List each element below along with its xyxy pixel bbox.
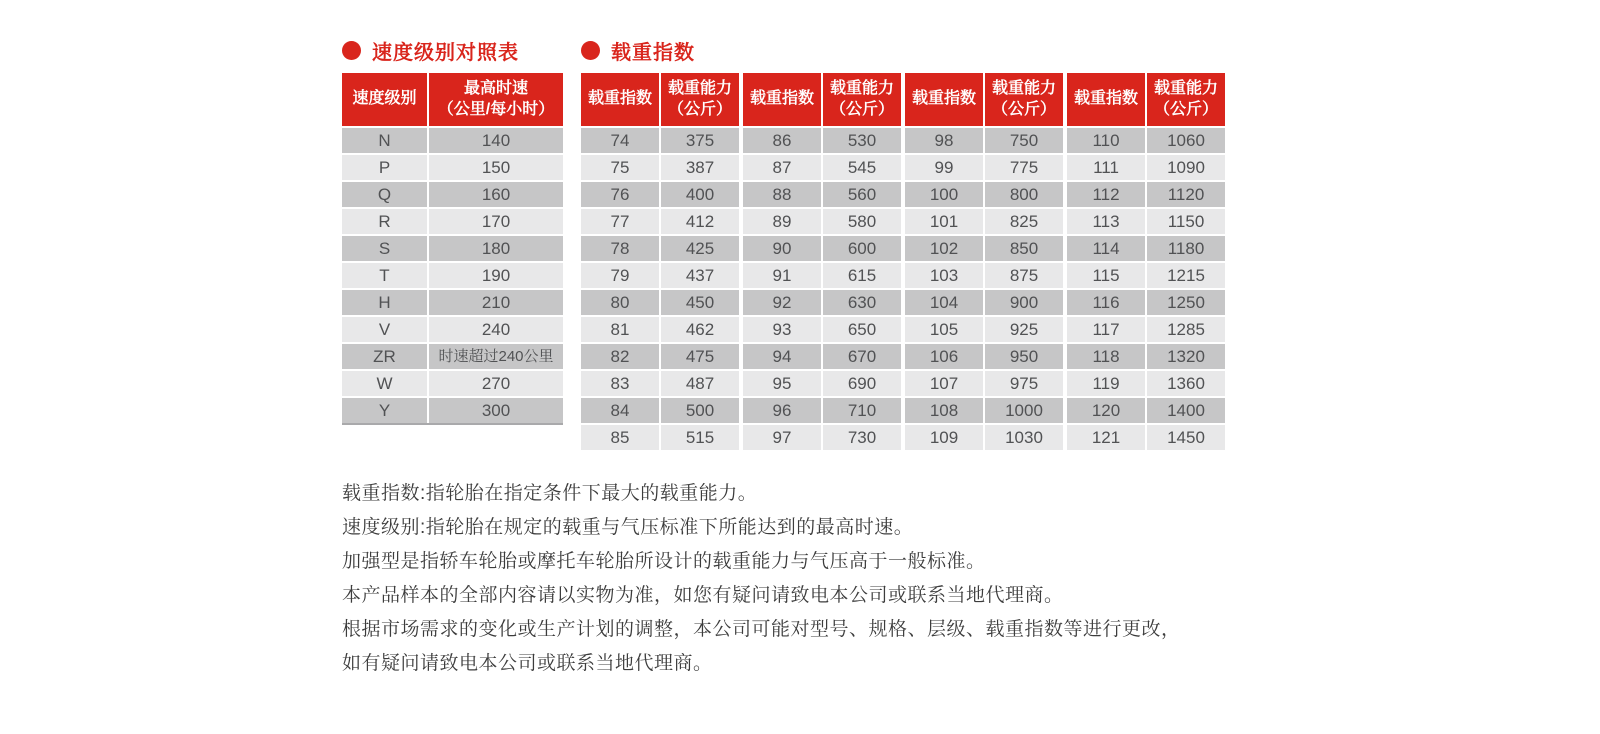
table-row [581,344,739,369]
load-capacity-col-header [661,73,739,126]
table-row [1067,317,1225,342]
table-cell: 1000 [985,398,1063,423]
table-row [1067,263,1225,288]
table-cell: H [342,290,427,315]
table-cell: 97 [743,425,821,450]
table-row [342,128,563,153]
table-cell: 88 [743,182,821,207]
table-cell: 1150 [1147,209,1225,234]
table-cell: 750 [985,128,1063,153]
table-cell: 106 [905,344,983,369]
table-cell: 160 [429,182,563,207]
load-capacity-header-line1: 载重能力 [667,79,732,97]
table-row [581,236,739,261]
table-row [905,236,1063,261]
table-cell: 117 [1067,317,1145,342]
max-speed-header-line2: （公里/每小时） [437,100,555,118]
table-row [743,398,901,423]
table-cell: 545 [823,155,901,180]
table-row [743,290,901,315]
table-cell: 515 [661,425,739,450]
table-row [905,128,1063,153]
table-row [905,371,1063,396]
red-bullet-icon [342,41,361,60]
load-index-col-header: 载重指数 [1067,73,1145,126]
load-section-title-text: 载重指数 [611,42,695,64]
table-cell: S [342,236,427,261]
table-cell: W [342,371,427,396]
load-capacity-header-line2: （公斤） [667,100,732,118]
table-row [581,209,739,234]
table-cell: 560 [823,182,901,207]
table-row [743,236,901,261]
table-cell: ZR [342,344,427,369]
table-cell: 210 [429,290,563,315]
table-row [581,182,739,207]
table-row [1067,398,1225,423]
table-cell: P [342,155,427,180]
table-row [905,182,1063,207]
max-speed-col-header [429,73,563,126]
table-cell: 101 [905,209,983,234]
table-row [905,155,1063,180]
load-index-section [581,40,1225,450]
table-row [743,128,901,153]
table-row [342,236,563,261]
table-cell: 387 [661,155,739,180]
note-line: 如有疑问请致电本公司或联系当地代理商。 [342,653,713,674]
load-index-col-header: 载重指数 [581,73,659,126]
table-row [581,155,739,180]
table-row [581,371,739,396]
load-table-header-row [743,73,901,126]
table-cell: 1180 [1147,236,1225,261]
table-cell: 600 [823,236,901,261]
table-row [342,209,563,234]
note-line: 速度级别:指轮胎在规定的载重与气压标准下所能达到的最高时速。 [342,517,914,538]
speed-rating-col-header: 速度级别 [342,73,427,126]
table-cell: 79 [581,263,659,288]
table-row [342,155,563,180]
load-index-subtable [905,73,1063,450]
load-index-subtable [743,73,901,450]
load-table-header-row [581,73,739,126]
table-cell: 121 [1067,425,1145,450]
table-cell: 113 [1067,209,1145,234]
table-row [342,290,563,315]
table-cell: 500 [661,398,739,423]
table-cell: R [342,209,427,234]
table-cell: 140 [429,128,563,153]
speed-section-title-text: 速度级别对照表 [372,42,519,64]
load-index-col-header: 载重指数 [905,73,983,126]
table-cell: 103 [905,263,983,288]
table-row [905,290,1063,315]
load-capacity-header-line1: 载重能力 [1153,79,1218,97]
table-cell: 925 [985,317,1063,342]
table-cell: 690 [823,371,901,396]
table-row [1067,155,1225,180]
table-cell: 85 [581,425,659,450]
table-cell: 150 [429,155,563,180]
table-row [1067,182,1225,207]
table-cell: 107 [905,371,983,396]
table-row [1067,425,1225,450]
table-cell: 180 [429,236,563,261]
table-cell: 487 [661,371,739,396]
speed-section-title [342,40,563,64]
table-cell: V [342,317,427,342]
table-cell: 580 [823,209,901,234]
table-cell: 1090 [1147,155,1225,180]
table-row [743,371,901,396]
table-cell: Y [342,398,427,423]
table-cell: 96 [743,398,821,423]
table-cell: 1215 [1147,263,1225,288]
table-cell: 74 [581,128,659,153]
load-capacity-header-line1: 载重能力 [991,79,1056,97]
table-cell: 900 [985,290,1063,315]
table-cell: 105 [905,317,983,342]
table-row [342,371,563,396]
table-cell: 875 [985,263,1063,288]
table-row [905,344,1063,369]
table-cell: 1450 [1147,425,1225,450]
table-cell: 100 [905,182,983,207]
load-index-tables [581,73,1225,450]
table-row [905,317,1063,342]
table-cell: 98 [905,128,983,153]
table-cell: 86 [743,128,821,153]
table-cell: 109 [905,425,983,450]
load-index-subtable [581,73,739,450]
table-row [1067,128,1225,153]
table-cell: 1250 [1147,290,1225,315]
table-cell: 93 [743,317,821,342]
table-row [1067,344,1225,369]
table-cell: 730 [823,425,901,450]
load-table-header-row [1067,73,1225,126]
table-row [1067,371,1225,396]
table-cell: 76 [581,182,659,207]
load-capacity-col-header [1147,73,1225,126]
table-cell: 375 [661,128,739,153]
table-cell: Q [342,182,427,207]
load-index-subtable [1067,73,1225,450]
table-cell: 240 [429,317,563,342]
table-cell: 1030 [985,425,1063,450]
table-row [905,425,1063,450]
table-cell: 80 [581,290,659,315]
load-capacity-header-line2: （公斤） [1153,100,1218,118]
table-cell: 710 [823,398,901,423]
table-cell: 112 [1067,182,1145,207]
table-cell: 82 [581,344,659,369]
table-row [581,425,739,450]
table-cell: 114 [1067,236,1145,261]
table-cell: 775 [985,155,1063,180]
table-row [743,182,901,207]
table-cell: 83 [581,371,659,396]
table-cell: 104 [905,290,983,315]
table-cell: 670 [823,344,901,369]
table-cell: 412 [661,209,739,234]
load-table-body [905,128,1063,450]
table-cell: 850 [985,236,1063,261]
load-index-col-header: 载重指数 [743,73,821,126]
table-cell: 92 [743,290,821,315]
table-cell: 108 [905,398,983,423]
table-cell: 118 [1067,344,1145,369]
load-table-header-row [905,73,1063,126]
table-row [743,344,901,369]
load-section-title [581,40,1225,64]
table-cell: 300 [429,398,563,423]
red-bullet-icon [581,41,600,60]
table-cell: 630 [823,290,901,315]
table-row [743,155,901,180]
table-row [581,263,739,288]
table-row [743,425,901,450]
table-row [342,398,563,423]
table-cell: 94 [743,344,821,369]
table-row [743,209,901,234]
table-cell: 1060 [1147,128,1225,153]
max-speed-header-line1: 最高时速 [463,79,528,97]
table-cell: 425 [661,236,739,261]
load-capacity-header-line1: 载重能力 [829,79,894,97]
table-cell: 1360 [1147,371,1225,396]
speed-table-body [342,128,563,423]
note-line: 载重指数:指轮胎在指定条件下最大的载重能力。 [342,483,758,504]
load-capacity-header-line2: （公斤） [829,100,894,118]
table-cell: 270 [429,371,563,396]
table-cell: T [342,263,427,288]
table-cell: 95 [743,371,821,396]
table-cell: 116 [1067,290,1145,315]
table-cell: 1120 [1147,182,1225,207]
table-row [342,182,563,207]
table-cell: 950 [985,344,1063,369]
table-cell: 110 [1067,128,1145,153]
note-line: 根据市场需求的变化或生产计划的调整，本公司可能对型号、规格、层级、载重指数等进行更改， [342,619,1181,640]
load-capacity-col-header [985,73,1063,126]
table-row [1067,290,1225,315]
table-cell: 91 [743,263,821,288]
table-row [743,263,901,288]
table-row [342,263,563,288]
note-line: 本产品样本的全部内容请以实物为准，如您有疑问请致电本公司或联系当地代理商。 [342,585,1064,606]
load-capacity-header-line2: （公斤） [991,100,1056,118]
table-row [581,317,739,342]
speed-rating-table [342,73,563,425]
table-cell: 77 [581,209,659,234]
table-row [581,398,739,423]
load-capacity-col-header [823,73,901,126]
table-cell: 1320 [1147,344,1225,369]
table-cell: 190 [429,263,563,288]
table-cell: N [342,128,427,153]
table-cell: 475 [661,344,739,369]
table-cell: 400 [661,182,739,207]
table-cell: 102 [905,236,983,261]
table-row [743,317,901,342]
table-cell: 1285 [1147,317,1225,342]
table-row [342,317,563,342]
table-cell: 450 [661,290,739,315]
table-row [1067,236,1225,261]
table-cell: 111 [1067,155,1145,180]
table-row [1067,209,1225,234]
table-cell: 120 [1067,398,1145,423]
table-cell: 84 [581,398,659,423]
table-cell: 170 [429,209,563,234]
table-cell: 615 [823,263,901,288]
table-cell: 975 [985,371,1063,396]
table-cell: 87 [743,155,821,180]
table-cell: 650 [823,317,901,342]
table-row [581,290,739,315]
table-cell: 1400 [1147,398,1225,423]
load-table-body [581,128,739,450]
table-row [905,263,1063,288]
speed-rating-section [342,40,563,425]
note-line: 加强型是指轿车轮胎或摩托车轮胎所设计的载重能力与气压高于一般标准。 [342,551,986,572]
table-cell: 825 [985,209,1063,234]
table-cell: 115 [1067,263,1145,288]
table-cell: 81 [581,317,659,342]
table-cell: 437 [661,263,739,288]
table-cell: 90 [743,236,821,261]
table-cell: 800 [985,182,1063,207]
table-row [342,344,563,369]
table-cell: 时速超过240公里 [429,344,563,369]
table-cell: 89 [743,209,821,234]
table-cell: 75 [581,155,659,180]
table-row [905,209,1063,234]
load-table-body [1067,128,1225,450]
table-cell: 99 [905,155,983,180]
table-cell: 462 [661,317,739,342]
table-cell: 119 [1067,371,1145,396]
table-row [581,128,739,153]
load-table-body [743,128,901,450]
speed-table-header-row [342,73,563,126]
table-cell: 530 [823,128,901,153]
table-cell: 78 [581,236,659,261]
table-row [905,398,1063,423]
notes-block [342,477,1181,681]
